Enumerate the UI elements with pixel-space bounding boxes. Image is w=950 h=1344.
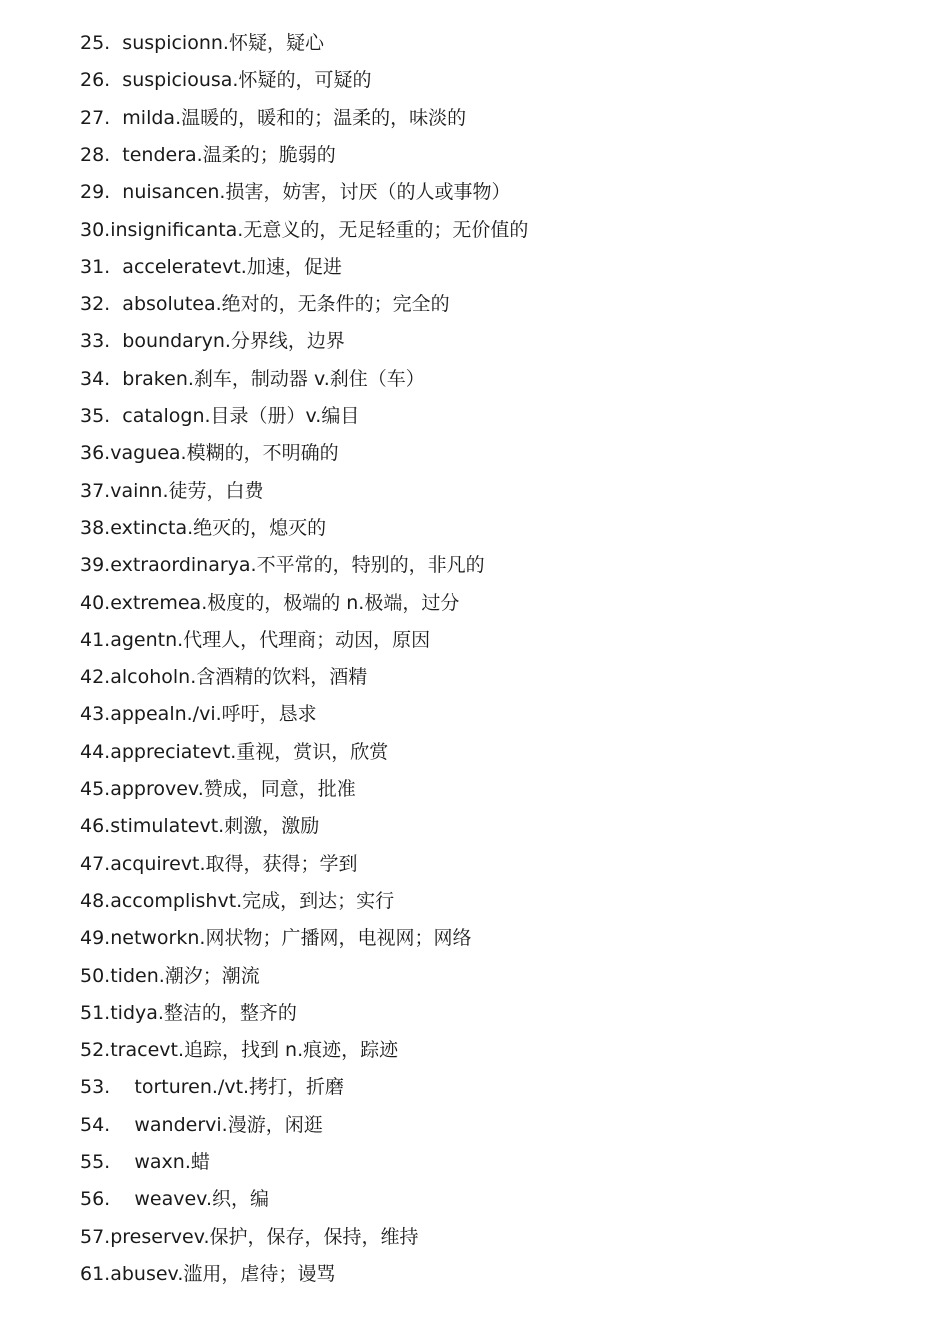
vocab-entry: 61.abusev.滥用，虐待；谩骂 bbox=[80, 1263, 336, 1285]
vocab-entry: 39.extraordinarya.不平常的，特别的，非凡的 bbox=[80, 554, 485, 577]
vocab-entry: 56. weavev.织，编 bbox=[80, 1188, 269, 1211]
vocab-entry: 49.networkn.网状物；广播网，电视网；网络 bbox=[80, 927, 472, 950]
vocab-entry: 47.acquirevt.取得，获得；学到 bbox=[80, 852, 358, 875]
vocab-entry: 28. tendera.温柔的；脆弱的 bbox=[80, 143, 336, 166]
vocab-entry: 45.approvev.赞成，同意，批准 bbox=[80, 778, 356, 801]
vocab-entry: 50.tiden.潮汐；潮流 bbox=[80, 964, 260, 987]
vocab-entry: 34. braken.刹车，制动器 v.刹住（车） bbox=[80, 367, 425, 390]
vocab-entry: 46.stimulatevt.刺激，激励 bbox=[80, 815, 320, 838]
vocab-entry: 40.extremea.极度的，极端的 n.极端，过分 bbox=[80, 591, 460, 614]
vocab-entry: 29. nuisancen.损害，妨害，讨厌（的人或事物） bbox=[80, 181, 511, 204]
vocab-entry: 31. acceleratevt.加速，促进 bbox=[80, 255, 342, 278]
vocab-entry: 25. suspicionn.怀疑，疑心 bbox=[80, 32, 324, 54]
vocab-entry: 43.appealn./vi.呼吁，恳求 bbox=[80, 703, 317, 726]
vocab-entry: 41.agentn.代理人，代理商；动因，原因 bbox=[80, 628, 431, 651]
vocab-entry: 30.insignificanta.无意义的，无足轻重的；无价值的 bbox=[80, 218, 529, 241]
vocab-entry: 54. wandervi.漫游，闲逛 bbox=[80, 1113, 323, 1136]
vocab-entry: 38.extincta.绝灭的，熄灭的 bbox=[80, 516, 327, 539]
vocab-entry: 48.accomplishvt.完成，到达；实行 bbox=[80, 889, 395, 912]
vocab-entry: 55. waxn.蜡 bbox=[80, 1151, 210, 1174]
vocab-entry: 27. milda.温暖的，暖和的；温柔的，味淡的 bbox=[80, 106, 467, 129]
vocab-entry: 42.alcoholn.含酒精的饮料，酒精 bbox=[80, 666, 368, 689]
vocab-entry: 36.vaguea.模糊的，不明确的 bbox=[80, 442, 339, 465]
vocab-entry: 32. absolutea.绝对的，无条件的；完全的 bbox=[80, 293, 450, 316]
vocab-entry: 37.vainn.徒劳，白费 bbox=[80, 479, 264, 502]
vocab-entry: 53. torturen./vt.拷打，折磨 bbox=[80, 1076, 345, 1099]
vocab-entry: 35. catalogn.目录（册）v.编目 bbox=[80, 405, 360, 428]
vocab-entry: 51.tidya.整洁的，整齐的 bbox=[80, 1001, 297, 1024]
vocab-entry: 26. suspiciousa.怀疑的，可疑的 bbox=[80, 69, 372, 92]
vocab-entry: 33. boundaryn.分界线，边界 bbox=[80, 330, 345, 353]
vocab-entry: 52.tracevt.追踪，找到 n.痕迹，踪迹 bbox=[80, 1039, 399, 1062]
vocab-entry: 57.preservev.保护，保存，保持，维持 bbox=[80, 1225, 419, 1248]
vocab-entry: 44.appreciatevt.重视，赏识，欣赏 bbox=[80, 740, 389, 763]
